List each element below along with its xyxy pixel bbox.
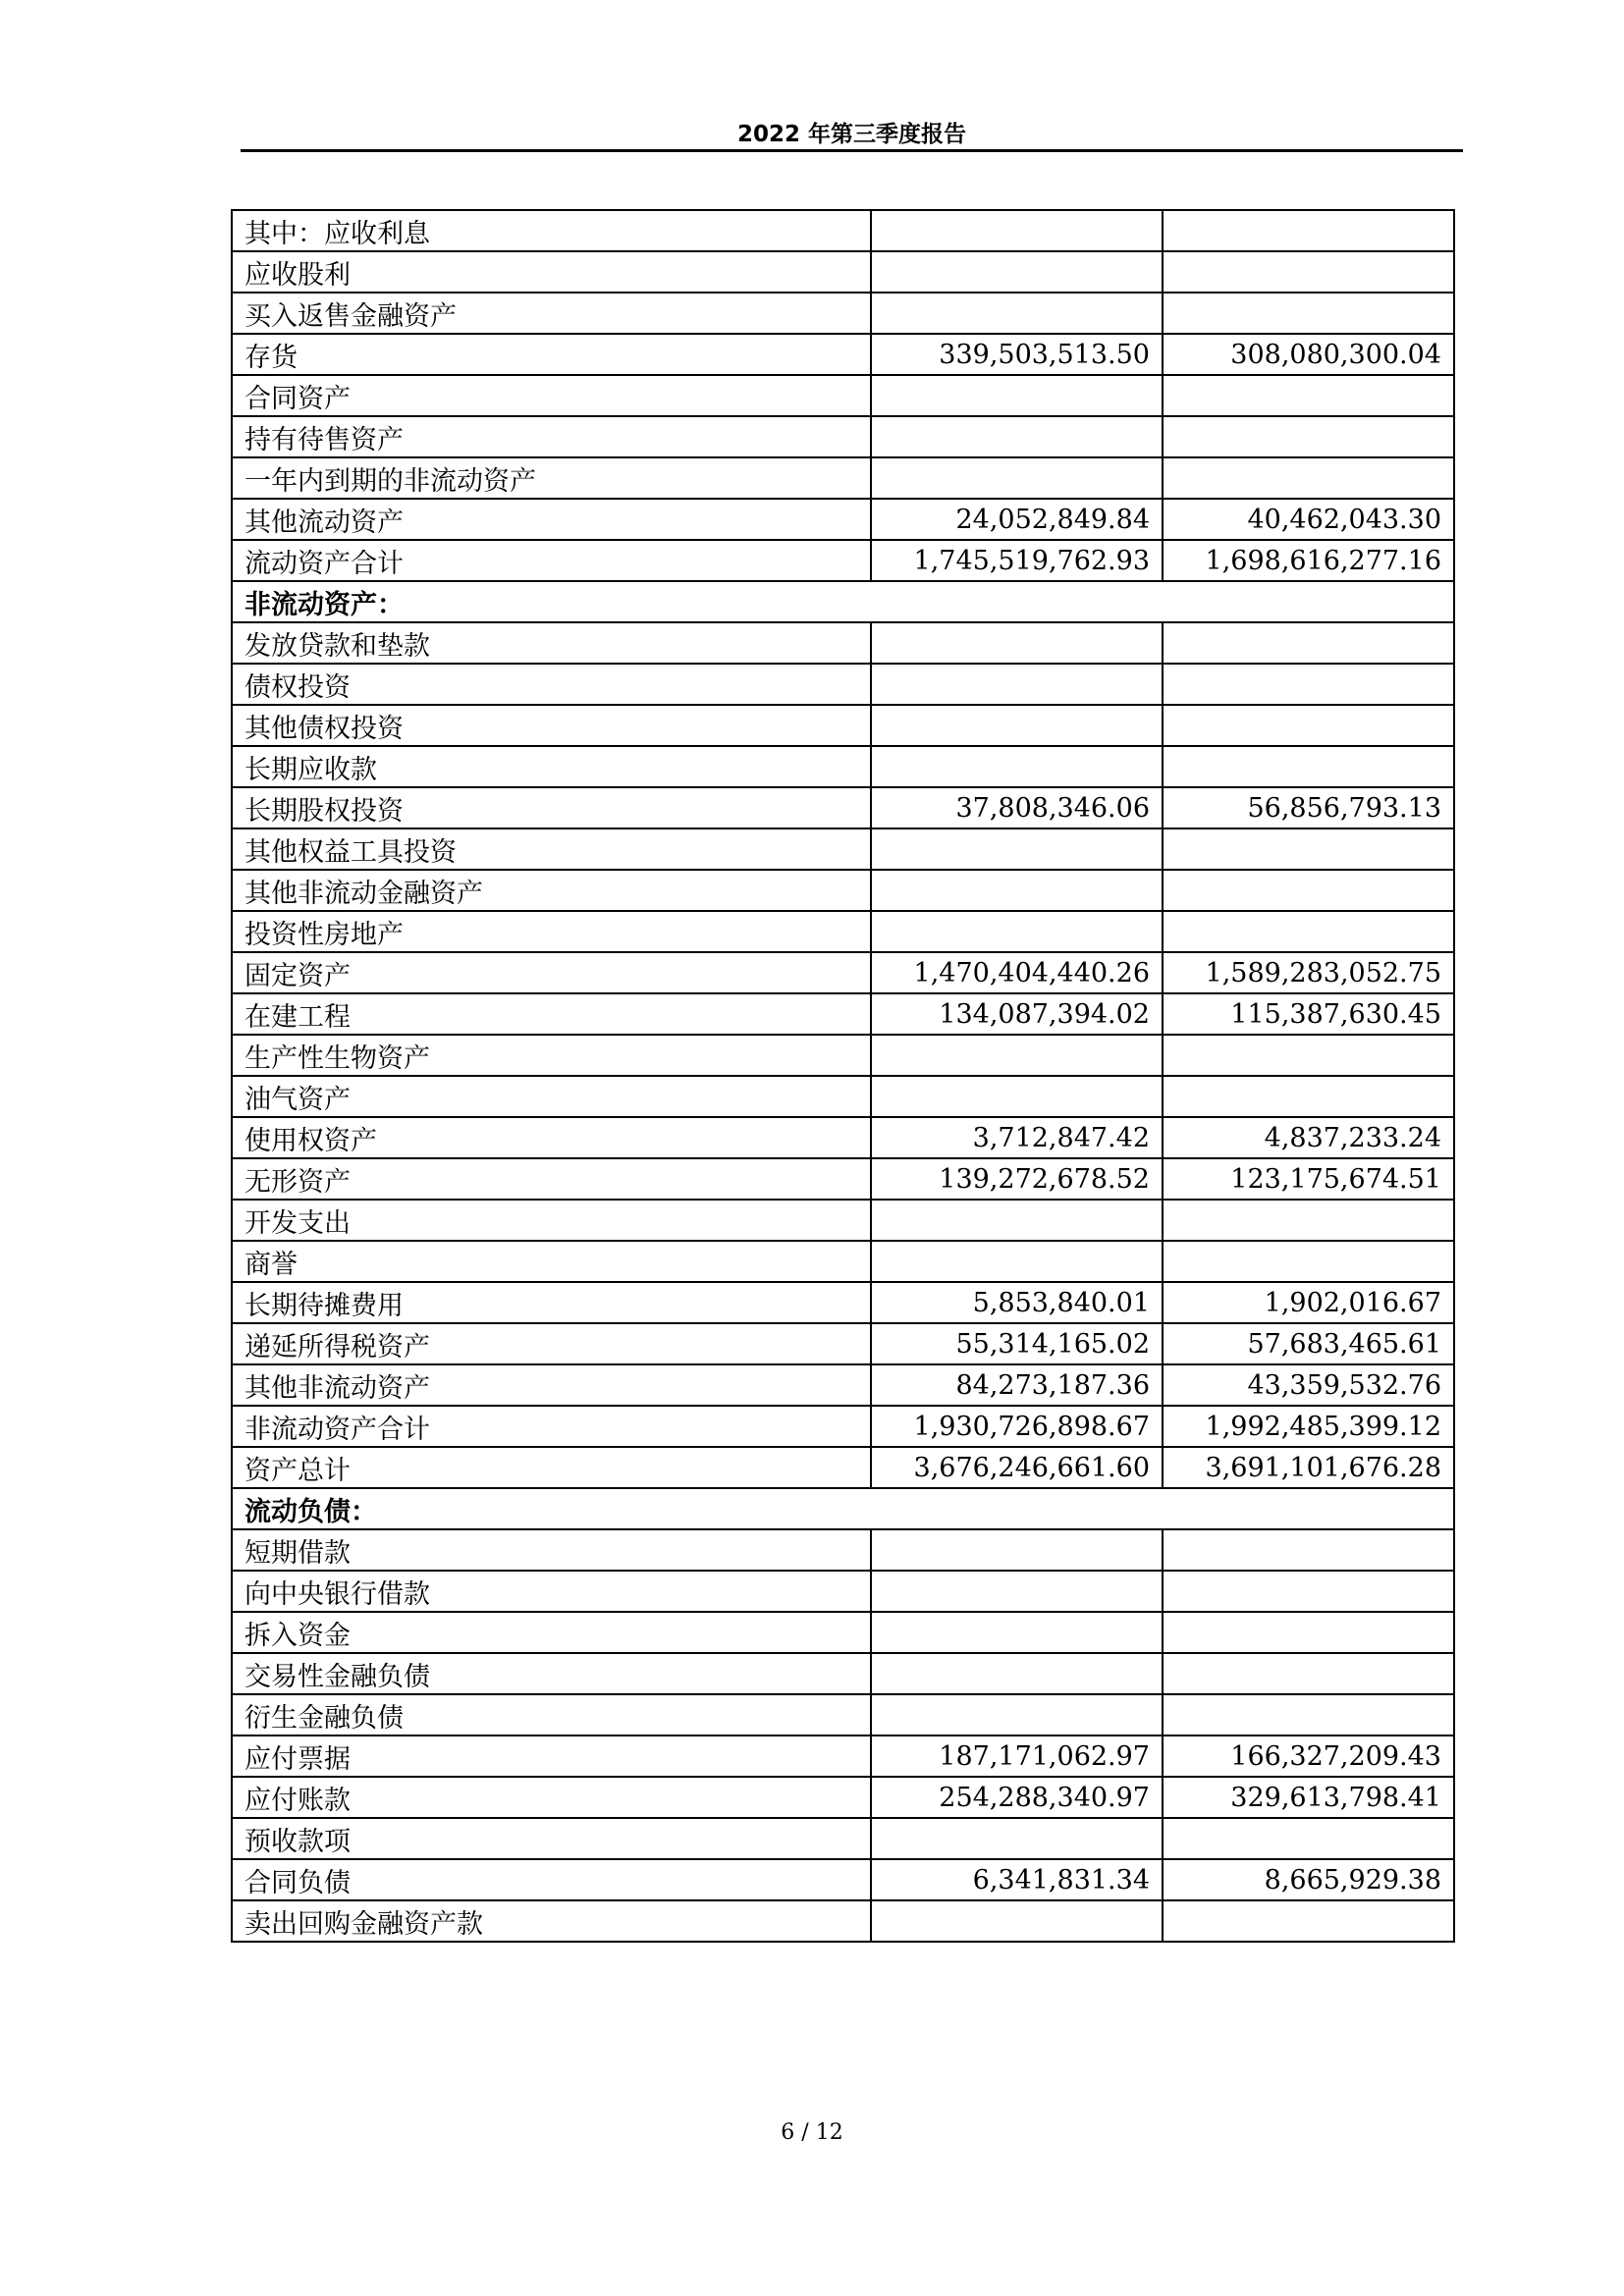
value-period-end: 3,712,847.42 bbox=[871, 1117, 1163, 1158]
value-prior-year-end: 4,837,233.24 bbox=[1163, 1117, 1454, 1158]
row-label: 应付票据 bbox=[232, 1735, 871, 1777]
row-label: 交易性金融负债 bbox=[232, 1653, 871, 1694]
table-row bbox=[232, 1859, 1454, 1900]
row-label: 长期待摊费用 bbox=[232, 1282, 871, 1323]
value-prior-year-end bbox=[1163, 1653, 1454, 1694]
value-prior-year-end bbox=[1163, 828, 1454, 870]
value-prior-year-end bbox=[1163, 622, 1454, 664]
table-row bbox=[232, 1653, 1454, 1694]
value-period-end bbox=[871, 375, 1163, 416]
table-row bbox=[232, 1323, 1454, 1364]
value-period-end bbox=[871, 1818, 1163, 1859]
row-label: 使用权资产 bbox=[232, 1117, 871, 1158]
value-period-end: 24,052,849.84 bbox=[871, 499, 1163, 540]
value-period-end bbox=[871, 1900, 1163, 1942]
table-row bbox=[232, 705, 1454, 746]
value-period-end: 339,503,513.50 bbox=[871, 334, 1163, 375]
value-period-end bbox=[871, 911, 1163, 952]
page-number: 6 / 12 bbox=[781, 2120, 843, 2145]
row-label: 非流动资产合计 bbox=[232, 1406, 871, 1447]
value-period-end: 1,745,519,762.93 bbox=[871, 540, 1163, 581]
value-prior-year-end bbox=[1163, 746, 1454, 787]
table-row bbox=[232, 664, 1454, 705]
table-row bbox=[232, 1529, 1454, 1571]
row-label: 资产总计 bbox=[232, 1447, 871, 1488]
table-row bbox=[232, 1076, 1454, 1117]
value-prior-year-end: 56,856,793.13 bbox=[1163, 787, 1454, 828]
value-period-end: 84,273,187.36 bbox=[871, 1364, 1163, 1406]
row-label: 应付账款 bbox=[232, 1777, 871, 1818]
table-row bbox=[232, 293, 1454, 334]
value-period-end: 1,930,726,898.67 bbox=[871, 1406, 1163, 1447]
table-row bbox=[232, 622, 1454, 664]
value-prior-year-end: 1,902,016.67 bbox=[1163, 1282, 1454, 1323]
value-period-end bbox=[871, 210, 1163, 251]
table-row bbox=[232, 1406, 1454, 1447]
table-row bbox=[232, 457, 1454, 499]
section-header: 流动负债： bbox=[232, 1488, 1454, 1529]
value-prior-year-end bbox=[1163, 1076, 1454, 1117]
table-row bbox=[232, 911, 1454, 952]
row-label: 卖出回购金融资产款 bbox=[232, 1900, 871, 1942]
table-row bbox=[232, 210, 1454, 251]
value-period-end bbox=[871, 828, 1163, 870]
table-row bbox=[232, 1447, 1454, 1488]
row-label: 投资性房地产 bbox=[232, 911, 871, 952]
row-label: 固定资产 bbox=[232, 952, 871, 993]
value-period-end bbox=[871, 457, 1163, 499]
value-prior-year-end bbox=[1163, 911, 1454, 952]
row-label: 其中：应收利息 bbox=[232, 210, 871, 251]
table-row bbox=[232, 952, 1454, 993]
value-period-end: 6,341,831.34 bbox=[871, 1859, 1163, 1900]
value-period-end bbox=[871, 1076, 1163, 1117]
value-period-end bbox=[871, 746, 1163, 787]
table-row bbox=[232, 1735, 1454, 1777]
row-label: 其他债权投资 bbox=[232, 705, 871, 746]
value-prior-year-end: 40,462,043.30 bbox=[1163, 499, 1454, 540]
table-row bbox=[232, 1612, 1454, 1653]
row-label: 衍生金融负债 bbox=[232, 1694, 871, 1735]
value-period-end: 3,676,246,661.60 bbox=[871, 1447, 1163, 1488]
row-label: 其他权益工具投资 bbox=[232, 828, 871, 870]
row-label: 短期借款 bbox=[232, 1529, 871, 1571]
value-prior-year-end: 43,359,532.76 bbox=[1163, 1364, 1454, 1406]
balance-sheet-body bbox=[232, 210, 1454, 1942]
value-prior-year-end: 329,613,798.41 bbox=[1163, 1777, 1454, 1818]
section-header-row bbox=[232, 581, 1454, 622]
table-row bbox=[232, 1035, 1454, 1076]
row-label: 油气资产 bbox=[232, 1076, 871, 1117]
row-label: 一年内到期的非流动资产 bbox=[232, 457, 871, 499]
value-period-end: 55,314,165.02 bbox=[871, 1323, 1163, 1364]
row-label: 商誉 bbox=[232, 1241, 871, 1282]
table-row bbox=[232, 993, 1454, 1035]
value-period-end bbox=[871, 293, 1163, 334]
value-period-end bbox=[871, 622, 1163, 664]
value-period-end bbox=[871, 1035, 1163, 1076]
value-prior-year-end bbox=[1163, 1818, 1454, 1859]
row-label: 应收股利 bbox=[232, 251, 871, 293]
row-label: 在建工程 bbox=[232, 993, 871, 1035]
row-label: 拆入资金 bbox=[232, 1612, 871, 1653]
table-row bbox=[232, 746, 1454, 787]
table-row bbox=[232, 334, 1454, 375]
table-row bbox=[232, 1900, 1454, 1942]
table-row bbox=[232, 416, 1454, 457]
row-label: 存货 bbox=[232, 334, 871, 375]
balance-sheet-table bbox=[231, 209, 1455, 1943]
table-row bbox=[232, 251, 1454, 293]
value-period-end bbox=[871, 1571, 1163, 1612]
value-period-end: 187,171,062.97 bbox=[871, 1735, 1163, 1777]
value-prior-year-end: 1,589,283,052.75 bbox=[1163, 952, 1454, 993]
row-label: 合同负债 bbox=[232, 1859, 871, 1900]
table-row bbox=[232, 1818, 1454, 1859]
row-label: 其他非流动金融资产 bbox=[232, 870, 871, 911]
value-period-end bbox=[871, 251, 1163, 293]
row-label: 生产性生物资产 bbox=[232, 1035, 871, 1076]
table-row bbox=[232, 1117, 1454, 1158]
value-period-end: 5,853,840.01 bbox=[871, 1282, 1163, 1323]
section-header: 非流动资产： bbox=[232, 581, 1454, 622]
row-label: 其他非流动资产 bbox=[232, 1364, 871, 1406]
value-period-end bbox=[871, 1653, 1163, 1694]
section-header-row bbox=[232, 1488, 1454, 1529]
value-period-end bbox=[871, 1612, 1163, 1653]
value-prior-year-end bbox=[1163, 1241, 1454, 1282]
value-prior-year-end: 166,327,209.43 bbox=[1163, 1735, 1454, 1777]
value-period-end bbox=[871, 1241, 1163, 1282]
row-label: 预收款项 bbox=[232, 1818, 871, 1859]
value-prior-year-end bbox=[1163, 251, 1454, 293]
value-period-end bbox=[871, 1694, 1163, 1735]
table-row bbox=[232, 499, 1454, 540]
value-prior-year-end: 57,683,465.61 bbox=[1163, 1323, 1454, 1364]
table-row bbox=[232, 1364, 1454, 1406]
row-label: 其他流动资产 bbox=[232, 499, 871, 540]
value-period-end: 134,087,394.02 bbox=[871, 993, 1163, 1035]
table-row bbox=[232, 1777, 1454, 1818]
value-prior-year-end: 8,665,929.38 bbox=[1163, 1859, 1454, 1900]
value-period-end: 37,808,346.06 bbox=[871, 787, 1163, 828]
value-period-end bbox=[871, 664, 1163, 705]
value-prior-year-end bbox=[1163, 416, 1454, 457]
value-period-end: 139,272,678.52 bbox=[871, 1158, 1163, 1200]
row-label: 发放贷款和垫款 bbox=[232, 622, 871, 664]
row-label: 流动资产合计 bbox=[232, 540, 871, 581]
value-prior-year-end bbox=[1163, 457, 1454, 499]
value-period-end bbox=[871, 870, 1163, 911]
row-label: 无形资产 bbox=[232, 1158, 871, 1200]
table-row bbox=[232, 1158, 1454, 1200]
row-label: 合同资产 bbox=[232, 375, 871, 416]
row-label: 长期应收款 bbox=[232, 746, 871, 787]
value-period-end bbox=[871, 705, 1163, 746]
table-row bbox=[232, 540, 1454, 581]
value-period-end bbox=[871, 416, 1163, 457]
value-prior-year-end: 1,698,616,277.16 bbox=[1163, 540, 1454, 581]
table-row bbox=[232, 375, 1454, 416]
value-period-end bbox=[871, 1529, 1163, 1571]
value-prior-year-end bbox=[1163, 1694, 1454, 1735]
value-prior-year-end bbox=[1163, 1529, 1454, 1571]
row-label: 向中央银行借款 bbox=[232, 1571, 871, 1612]
header-divider bbox=[241, 149, 1463, 152]
value-prior-year-end bbox=[1163, 1900, 1454, 1942]
value-period-end bbox=[871, 1200, 1163, 1241]
table-row bbox=[232, 1241, 1454, 1282]
value-period-end: 254,288,340.97 bbox=[871, 1777, 1163, 1818]
row-label: 买入返售金融资产 bbox=[232, 293, 871, 334]
value-prior-year-end: 3,691,101,676.28 bbox=[1163, 1447, 1454, 1488]
table-row bbox=[232, 1282, 1454, 1323]
value-prior-year-end bbox=[1163, 664, 1454, 705]
value-prior-year-end bbox=[1163, 870, 1454, 911]
value-prior-year-end: 115,387,630.45 bbox=[1163, 993, 1454, 1035]
row-label: 递延所得税资产 bbox=[232, 1323, 871, 1364]
table-row bbox=[232, 1200, 1454, 1241]
value-prior-year-end: 308,080,300.04 bbox=[1163, 334, 1454, 375]
table-row bbox=[232, 870, 1454, 911]
value-prior-year-end bbox=[1163, 1035, 1454, 1076]
table-row bbox=[232, 1571, 1454, 1612]
row-label: 开发支出 bbox=[232, 1200, 871, 1241]
value-prior-year-end bbox=[1163, 705, 1454, 746]
value-prior-year-end bbox=[1163, 1571, 1454, 1612]
row-label: 长期股权投资 bbox=[232, 787, 871, 828]
value-prior-year-end bbox=[1163, 375, 1454, 416]
value-prior-year-end bbox=[1163, 1612, 1454, 1653]
value-period-end: 1,470,404,440.26 bbox=[871, 952, 1163, 993]
value-prior-year-end bbox=[1163, 1200, 1454, 1241]
table-row bbox=[232, 828, 1454, 870]
value-prior-year-end: 1,992,485,399.12 bbox=[1163, 1406, 1454, 1447]
table-row bbox=[232, 1694, 1454, 1735]
table-row bbox=[232, 787, 1454, 828]
report-title: 2022 年第三季度报告 bbox=[736, 122, 967, 147]
row-label: 持有待售资产 bbox=[232, 416, 871, 457]
value-prior-year-end: 123,175,674.51 bbox=[1163, 1158, 1454, 1200]
row-label: 债权投资 bbox=[232, 664, 871, 705]
value-prior-year-end bbox=[1163, 210, 1454, 251]
value-prior-year-end bbox=[1163, 293, 1454, 334]
